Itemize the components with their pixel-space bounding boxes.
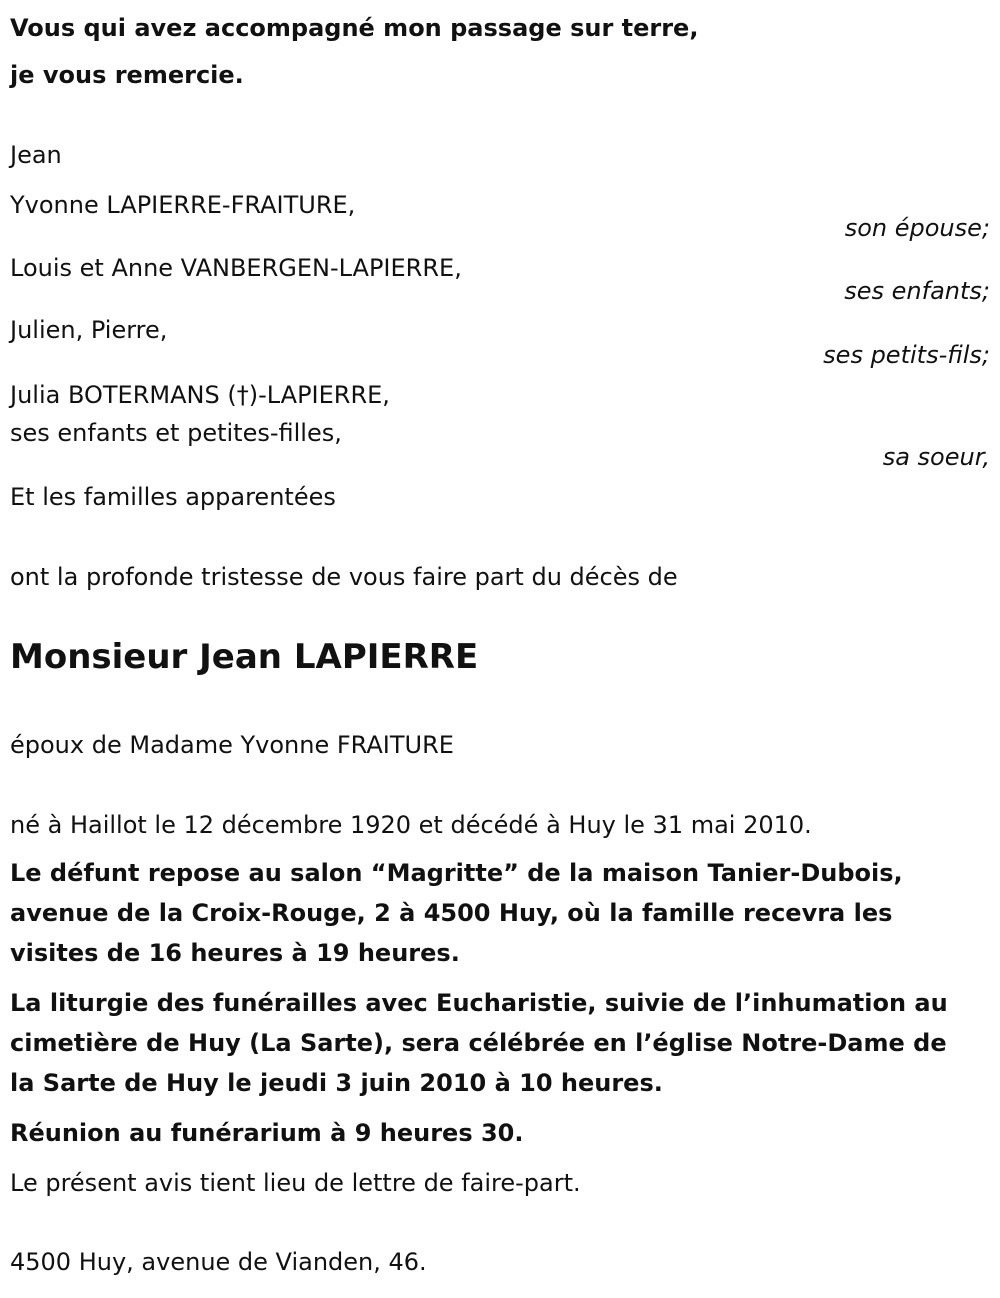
intro-line-1: Vous qui avez accompagné mon passage sur terre, (10, 14, 699, 42)
visitation-line-2: avenue de la Croix-Rouge, 2 à 4500 Huy, où la famille recevra les (10, 899, 893, 927)
spouse-of: époux de Madame Yvonne FRAITURE (10, 731, 454, 759)
address: 4500 Huy, avenue de Vianden, 46. (10, 1248, 427, 1276)
funeral-line-1: La liturgie des funérailles avec Eucharistie, suivie de l’inhumation au (10, 989, 948, 1017)
children-names: Louis et Anne VANBERGEN-LAPIERRE, (10, 254, 462, 282)
deceased-name: Monsieur Jean LAPIERRE (10, 637, 479, 677)
deceased-first-name: Jean (10, 141, 62, 169)
sister-name: Julia BOTERMANS (†)-LAPIERRE, (10, 381, 390, 409)
visitation-line-1: Le défunt repose au salon “Magritte” de la maison Tanier-Dubois, (10, 859, 903, 887)
meeting: Réunion au funérarium à 9 heures 30. (10, 1119, 524, 1147)
visitation-line-3: visites de 16 heures à 19 heures. (10, 939, 460, 967)
announcement: ont la profonde tristesse de vous faire part du décès de (10, 563, 678, 591)
spouse-name: Yvonne LAPIERRE-FRAITURE, (10, 191, 356, 219)
spouse-role: son épouse; (844, 214, 990, 242)
grandchildren-names: Julien, Pierre, (10, 316, 168, 344)
birth-death: né à Haillot le 12 décembre 1920 et décédé à Huy le 31 mai 2010. (10, 811, 812, 839)
funeral-line-2: cimetière de Huy (La Sarte), sera célébrée en l’église Notre-Dame de (10, 1029, 947, 1057)
sister-family: ses enfants et petites-filles, (10, 419, 342, 447)
intro-line-2: je vous remercie. (10, 61, 244, 89)
funeral-line-3: la Sarte de Huy le jeudi 3 juin 2010 à 10 heures. (10, 1069, 663, 1097)
related-families: Et les familles apparentées (10, 483, 336, 511)
grandchildren-role: ses petits-fils; (823, 341, 990, 369)
sister-role: sa soeur, (882, 443, 990, 471)
children-role: ses enfants; (844, 277, 990, 305)
notice: Le présent avis tient lieu de lettre de faire-part. (10, 1169, 581, 1197)
